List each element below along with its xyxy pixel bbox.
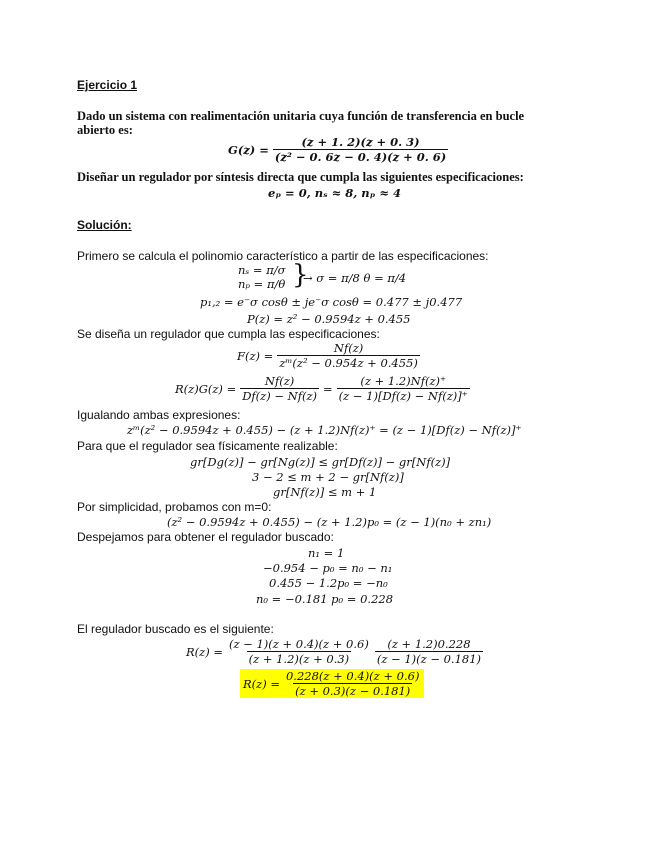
- n1-equation: n₁ = 1: [308, 546, 345, 560]
- problem-line-1: Dado un sistema con realimentación unitaria cuya función de transferencia en bucle: [77, 109, 525, 123]
- rg-numerator-2: (z + 1.2)Nf(z)⁺: [360, 374, 447, 388]
- sigma-theta-equation: → σ = π/8 θ = π/4: [303, 271, 407, 285]
- regulator-equation: [186, 637, 483, 666]
- step-3-text: Igualando ambas expresiones:: [77, 408, 241, 422]
- r-denominator-2: (z − 1)(z − 0.181): [376, 652, 482, 666]
- rf-numerator: 0.228(z + 0.4)(z + 0.6): [285, 669, 420, 683]
- section-heading: Ejercicio 1: [77, 78, 138, 92]
- brace-symbol: }: [292, 260, 309, 290]
- np-equation: nₚ = π/θ: [238, 277, 286, 291]
- g-fraction: [273, 135, 448, 164]
- combined-equation: zᵐ(z² − 0.9594z + 0.455) − (z + 1.2)Nf(z)⁺ = (z − 1)[Df(z) − Nf(z)]⁺: [127, 423, 522, 437]
- solution-heading: Solución:: [77, 218, 132, 232]
- coef-solution: n₀ = −0.181 p₀ = 0.228: [256, 592, 394, 606]
- degree-condition-1: gr[Dg(z)] − gr[Ng(z)] ≤ gr[Df(z)] − gr[Nf(z)]: [190, 455, 451, 469]
- rf-denominator: (z + 0.3)(z − 0.181): [295, 684, 411, 698]
- transfer-function-equation: [228, 135, 448, 164]
- rg-fraction-2: [337, 374, 470, 403]
- rf-lhs: R(z) =: [243, 676, 280, 691]
- step-2-text: Se diseña un regulador que cumpla las especificaciones:: [77, 327, 380, 341]
- g-denominator: (z² − 0. 6z − 0. 4)(z + 0. 6): [274, 150, 447, 164]
- r-fraction-1: [227, 637, 371, 666]
- design-statement: Diseñar un regulador por síntesis directa que cumpla las siguientes especificaciones:: [77, 170, 524, 184]
- rg-denominator-1: Df(z) − Nf(z): [242, 389, 318, 403]
- g-numerator: (z + 1. 2)(z + 0. 3): [301, 135, 420, 149]
- rf-fraction: [284, 669, 421, 698]
- degree-condition-3: gr[Nf(z)] ≤ m + 1: [273, 485, 377, 499]
- f-numerator: Nf(z): [333, 341, 364, 355]
- rg-denominator-2: (z − 1)[Df(z) − Nf(z)]⁺: [338, 389, 468, 403]
- step-7-text: El regulador buscado es el siguiente:: [77, 622, 274, 636]
- coef-equation-2: 0.455 − 1.2p₀ = −n₀: [269, 576, 388, 590]
- rg-equals: =: [323, 381, 333, 396]
- coef-equation-1: −0.954 − p₀ = n₀ − n₁: [263, 561, 393, 575]
- f-equation: [237, 341, 420, 370]
- step-5-text: Por simplicidad, probamos con m=0:: [77, 500, 272, 514]
- f-denominator: zᵐ(z² − 0.954z + 0.455): [279, 356, 418, 370]
- r-numerator-1: (z − 1)(z + 0.4)(z + 0.6): [228, 637, 369, 651]
- r-lhs: R(z) =: [186, 644, 223, 659]
- step-1-text: Primero se calcula el polinomio característico a partir de las especificaciones:: [77, 249, 489, 263]
- degree-condition-2: 3 − 2 ≤ m + 2 − gr[Nf(z)]: [252, 470, 404, 484]
- m0-equation: (z² − 0.9594z + 0.455) − (z + 1.2)p₀ = (z − 1)(n₀ + zn₁): [167, 515, 492, 529]
- rg-numerator-1: Nf(z): [264, 374, 295, 388]
- rg-fraction-1: [240, 374, 319, 403]
- step-6-text: Despejamos para obtener el regulador buscado:: [77, 530, 334, 544]
- poles-equation: p₁,₂ = e⁻σ cosθ ± je⁻σ cosθ = 0.477 ± j0.477: [200, 295, 463, 309]
- f-fraction: [277, 341, 420, 370]
- rg-equation: [175, 374, 470, 403]
- characteristic-polynomial: P(z) = z² − 0.9594z + 0.455: [247, 312, 411, 326]
- specifications: eₚ = 0, nₛ ≈ 8, nₚ ≈ 4: [268, 186, 401, 200]
- step-4-text: Para que el regulador sea físicamente realizable:: [77, 439, 338, 453]
- r-denominator-1: (z + 1.2)(z + 0.3): [248, 652, 350, 666]
- rg-lhs: R(z)G(z) =: [175, 381, 237, 396]
- final-regulator-highlight: [240, 669, 424, 698]
- r-numerator-2: (z + 1.2)0.228: [387, 637, 471, 651]
- problem-line-2: abierto es:: [77, 123, 133, 137]
- f-lhs: F(z) =: [237, 348, 274, 363]
- r-fraction-2: [375, 637, 483, 666]
- ns-equation: nₛ = π/σ: [238, 263, 286, 277]
- g-lhs: G(z) =: [228, 142, 269, 157]
